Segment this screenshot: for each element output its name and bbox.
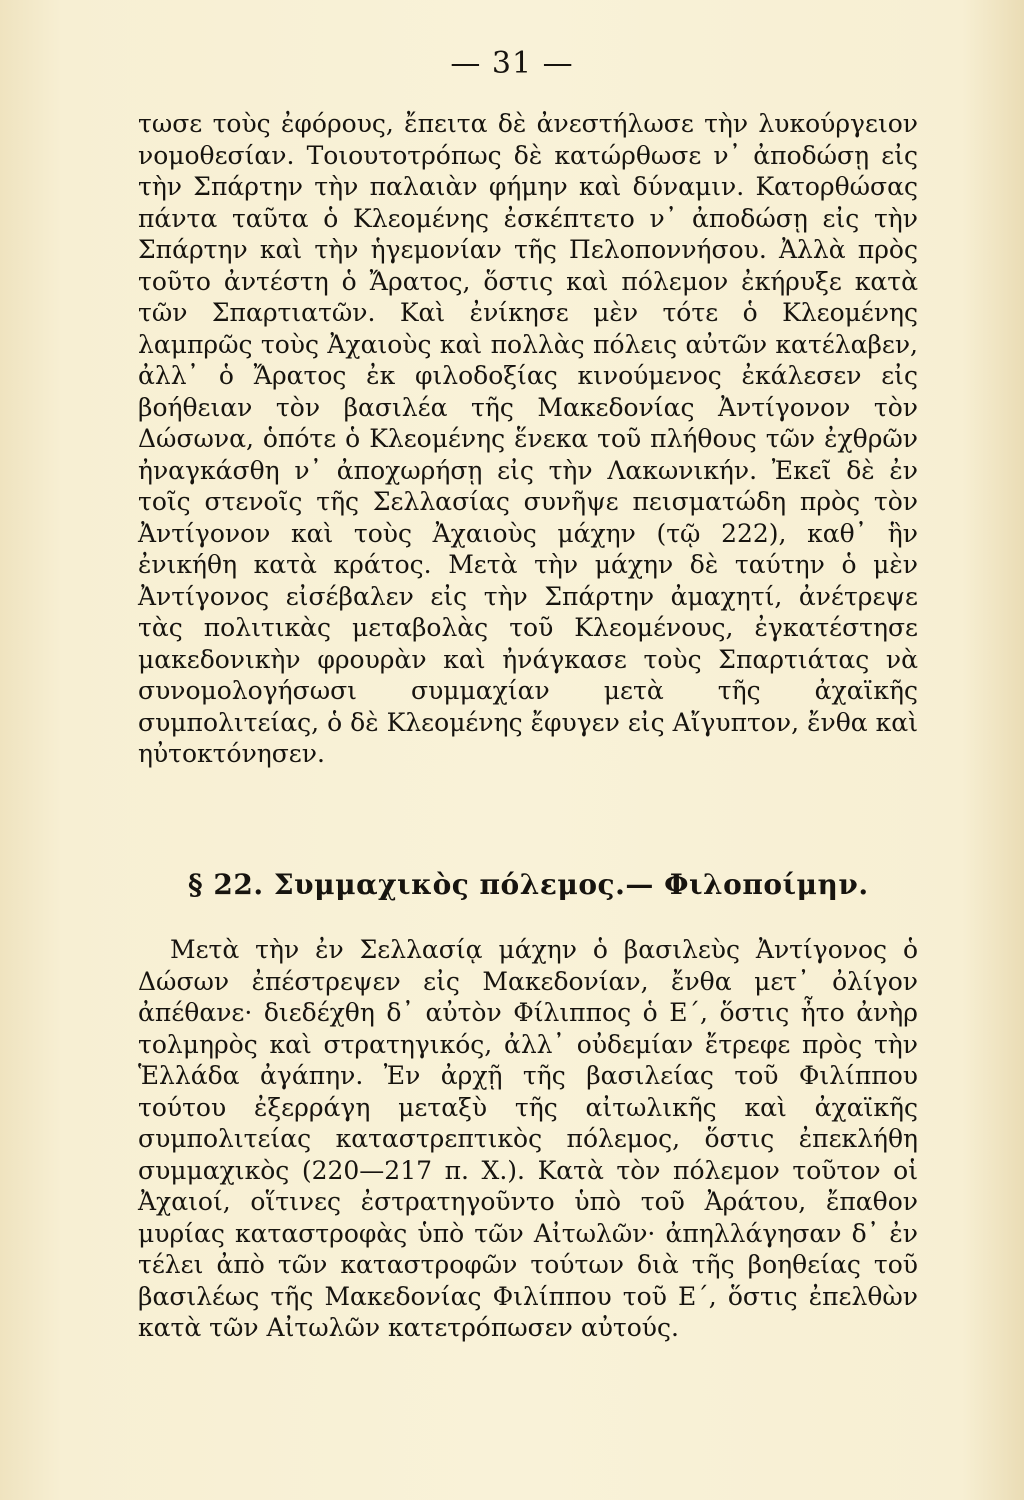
section-heading: § 22. Συμμαχικὸς πόλεμος.— Φιλοποίμην. [188,868,869,901]
page-number: — 31 — [450,46,574,81]
body-paragraph-2: Μετὰ τὴν ἐν Σελλασίᾳ μάχην ὁ βασιλεὺς Ἀντίγονος ὁ Δώσων ἐπέστρεψεν εἰς Μακεδονίαν, ἔνθα μετ᾽ ὀλίγον ἀπέθανε· διεδέχθη δ᾽ αὐτὸν Φίλιππος ὁ Ε΄, ὅστις ἦτο ἀνὴρ τολμηρὸς καὶ στρατηγικός, ἀλλ᾽ οὐδεμίαν ἔτρεφε πρὸς τὴν Ἑλλάδα ἀγάπην. Ἐν ἀρχῇ τῆς βασιλείας τοῦ Φιλίππου τούτου ἐξερράγη μεταξὺ τῆς αἰτωλικῆς καὶ ἀχαϊκῆς συμπολιτείας καταστρεπτικὸς πόλεμος, ὅστις ἐπεκλήθη συμμαχικὸς (220—217 π. Χ.). Κατὰ τὸν πόλεμον τοῦτον οἱ Ἀχαιοί, οἵτινες ἐστρατηγοῦντο ὑπὸ τοῦ Ἀράτου, ἔπαθον μυρίας καταστροφὰς ὑπὸ τῶν Αἰτωλῶν· ἀπηλλάγησαν δ᾽ ἐν τέλει ἀπὸ τῶν καταστροφῶν τούτων διὰ τῆς βοηθείας τοῦ βασιλέως τῆς Μακεδονίας Φιλίππου τοῦ Ε΄, ὅστις ἐπελθὼν κατὰ τῶν Αἰτωλῶν κατετρόπωσεν αὐτούς. [138,935,918,1342]
body-paragraph-1: τωσε τοὺς ἐφόρους, ἔπειτα δὲ ἀνεστήλωσε τὴν λυκούργειον νομοθεσίαν. Τοιουτοτρόπως δὲ κατώρθωσε ν᾽ ἀποδώσῃ εἰς τὴν Σπάρτην τὴν παλαιὰν φήμην καὶ δύναμιν. Κατορθώσας πάντα ταῦτα ὁ Κλεομένης ἐσκέπτετο ν᾽ ἀποδώσῃ εἰς τὴν Σπάρτην καὶ τὴν ἡγεμονίαν τῆς Πελοποννήσου. Ἀλλὰ πρὸς τοῦτο ἀντέστη ὁ Ἄρατος, ὅστις καὶ πόλεμον ἐκήρυξε κατὰ τῶν Σπαρτιατῶν. Καὶ ἐνίκησε μὲν τότε ὁ Κλεομένης λαμπρῶς τοὺς Ἀχαιοὺς καὶ πολλὰς πόλεις αὐτῶν κατέλαβεν, ἀλλ᾽ ὁ Ἄρατος ἐκ φιλοδοξίας κινούμενος ἐκάλεσεν εἰς βοήθειαν τὸν βασιλέα τῆς Μακεδονίας Ἀντίγονον τὸν Δώσωνα, ὁπότε ὁ Κλεομένης ἕνεκα τοῦ πλήθους τῶν ἐχθρῶν ἠναγκάσθη ν᾽ ἀποχωρήσῃ εἰς τὴν Λακωνικήν. Ἐκεῖ δὲ ἐν τοῖς στενοῖς τῆς Σελλασίας συνῆψε πεισματώδη πρὸς τὸν Ἀντίγονον καὶ τοὺς Ἀχαιοὺς μάχην (τῷ 222), καθ᾽ ἣν ἐνικήθη κατὰ κράτος. Μετὰ τὴν μάχην δὲ ταύτην ὁ μὲν Ἀντίγονος εἰσέβαλεν εἰς τὴν Σπάρτην ἀμαχητί, ἀνέτρεψε τὰς πολιτικὰς μεταβολὰς τοῦ Κλεομένους, ἐγκατέστησε μακεδονικὴν φρουρὰν καὶ ἠνάγκασε τοὺς Σπαρτιάτας νὰ συνομολογήσωσι συμμαχίαν μετὰ τῆς ἀχαϊκῆς συμπολιτείας, ὁ δὲ Κλεομένης ἔφυγεν εἰς Αἴγυπτον, ἔνθα καὶ ηὐτοκτόνησεν. [138,109,918,768]
